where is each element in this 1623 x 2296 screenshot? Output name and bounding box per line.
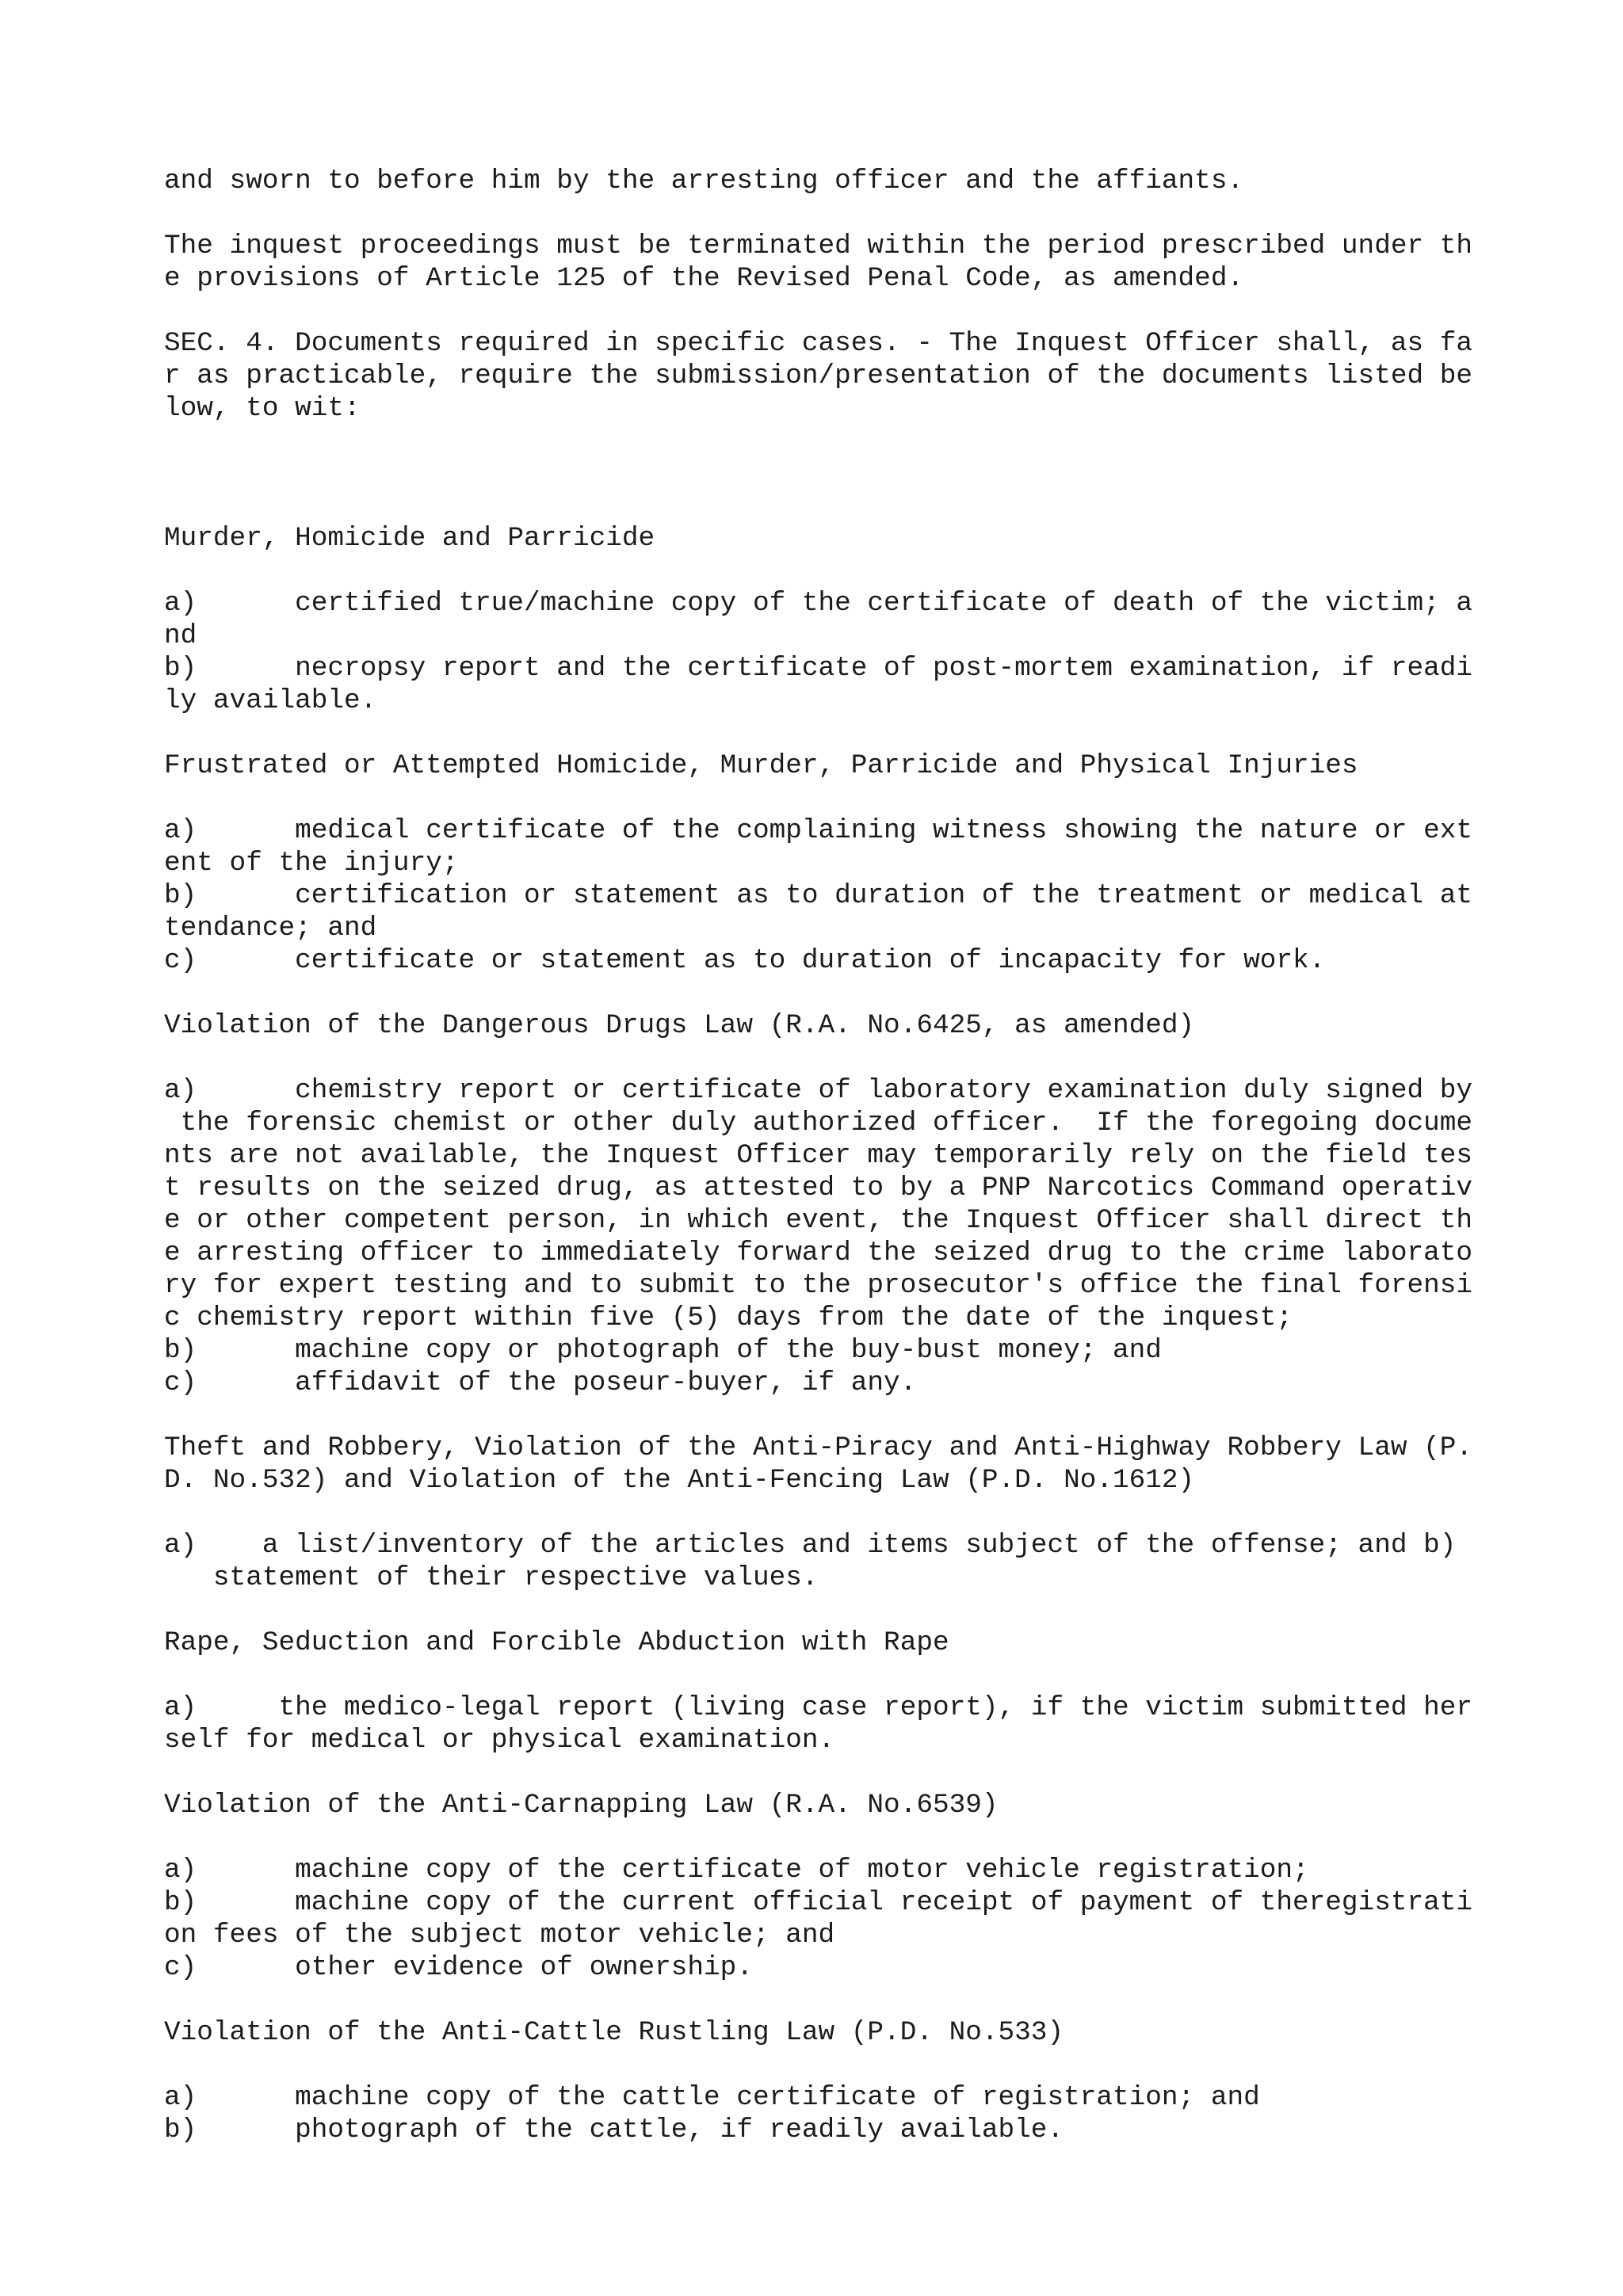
blank-line [164,977,1480,1009]
blank-line [164,425,1480,457]
text-line: self for medical or physical examination. [164,1725,835,1756]
blank-line [164,1399,1480,1432]
text-line: tendance; and [164,913,377,944]
text-line: b) photograph of the cattle, if readily available. [164,2115,1064,2145]
text-line: e arresting officer to immediately forward the seized drug to the crime laborato [164,1238,1473,1268]
text-line: ry for expert testing and to submit to the prosecutor's office the final forensi [164,1270,1473,1301]
text-line: nd [164,620,197,651]
text-line: ly available. [164,685,377,716]
text-line: a) chemistry report or certificate of laboratory examination duly signed by [164,1075,1473,1106]
text-line: D. No.532) and Violation of the Anti-Fencing Law (P.D. No.1612) [164,1465,1195,1496]
blank-line [164,1042,1480,1074]
blank-line [164,1659,1480,1691]
text-line: Violation of the Dangerous Drugs Law (R.A. No.6425, as amended) [164,1010,1195,1041]
text-line: Frustrated or Attempted Homicide, Murder, Parricide and Physical Injuries [164,750,1358,781]
blank-line [164,490,1480,522]
blank-line [164,457,1480,490]
text-line: low, to wit: [164,393,361,424]
text-line: a) a list/inventory of the articles and items subject of the offense; and b) [164,1530,1457,1561]
text-line: SEC. 4. Documents required in specific cases. - The Inquest Officer shall, as fa [164,328,1473,359]
text-line: e provisions of Article 125 of the Revised Penal Code, as amended. [164,263,1244,294]
blank-line [164,1594,1480,1627]
text-line: b) certification or statement as to duration of the treatment or medical at [164,880,1473,911]
blank-line [164,717,1480,749]
text-line: nts are not available, the Inquest Officer may temporarily rely on the field tes [164,1140,1473,1171]
text-line: c) other evidence of ownership. [164,1952,753,1983]
text-line: the forensic chemist or other duly authorized officer. If the foregoing docume [164,1108,1473,1138]
text-line: r as practicable, require the submission/presentation of the documents listed be [164,360,1473,391]
blank-line [164,782,1480,814]
blank-line [164,1821,1480,1854]
text-line: b) machine copy of the current official receipt of payment of theregistrati [164,1887,1473,1918]
blank-line [164,1984,1480,2016]
text-line: Theft and Robbery, Violation of the Anti-Piracy and Anti-Highway Robbery Law (P. [164,1432,1473,1463]
text-line: on fees of the subject motor vehicle; and [164,1920,835,1951]
text-line: c chemistry report within five (5) days from the date of the inquest; [164,1302,1293,1333]
text-line: a) the medico-legal report (living case report), if the victim submitted her [164,1692,1473,1723]
document-body [164,165,1480,2146]
text-line: a) machine copy of the cattle certificate of registration; and [164,2082,1260,2113]
text-line: c) affidavit of the poseur-buyer, if any. [164,1367,917,1398]
blank-line [164,295,1480,327]
text-line: e or other competent person, in which event, the Inquest Officer shall direct th [164,1205,1473,1236]
text-line: a) certified true/machine copy of the certificate of death of the victim; a [164,588,1473,619]
text-line: a) machine copy of the certificate of motor vehicle registration; [164,1855,1309,1886]
text-line: statement of their respective values. [164,1562,819,1593]
text-line: Violation of the Anti-Carnapping Law (R.A. No.6539) [164,1790,999,1821]
text-line: c) certificate or statement as to duration of incapacity for work. [164,945,1326,976]
text-line: b) machine copy or photograph of the buy-bust money; and [164,1335,1162,1366]
text-line: Violation of the Anti-Cattle Rustling Law (P.D. No.533) [164,2017,1064,2048]
blank-line [164,197,1480,230]
text-line: ent of the injury; [164,848,459,879]
blank-line [164,555,1480,587]
text-line: Rape, Seduction and Forcible Abduction with Rape [164,1627,949,1658]
text-line: a) medical certificate of the complaining witness showing the nature or ext [164,815,1473,846]
blank-line [164,2049,1480,2081]
text-line: b) necropsy report and the certificate of post-mortem examination, if readi [164,653,1473,684]
text-line: t results on the seized drug, as attested to by a PNP Narcotics Command operativ [164,1173,1473,1203]
text-line: and sworn to before him by the arresting officer and the affiants. [164,166,1244,196]
text-line: Murder, Homicide and Parricide [164,523,655,554]
blank-line [164,1756,1480,1789]
text-line: The inquest proceedings must be terminated within the period prescribed under th [164,231,1473,261]
blank-line [164,1497,1480,1529]
